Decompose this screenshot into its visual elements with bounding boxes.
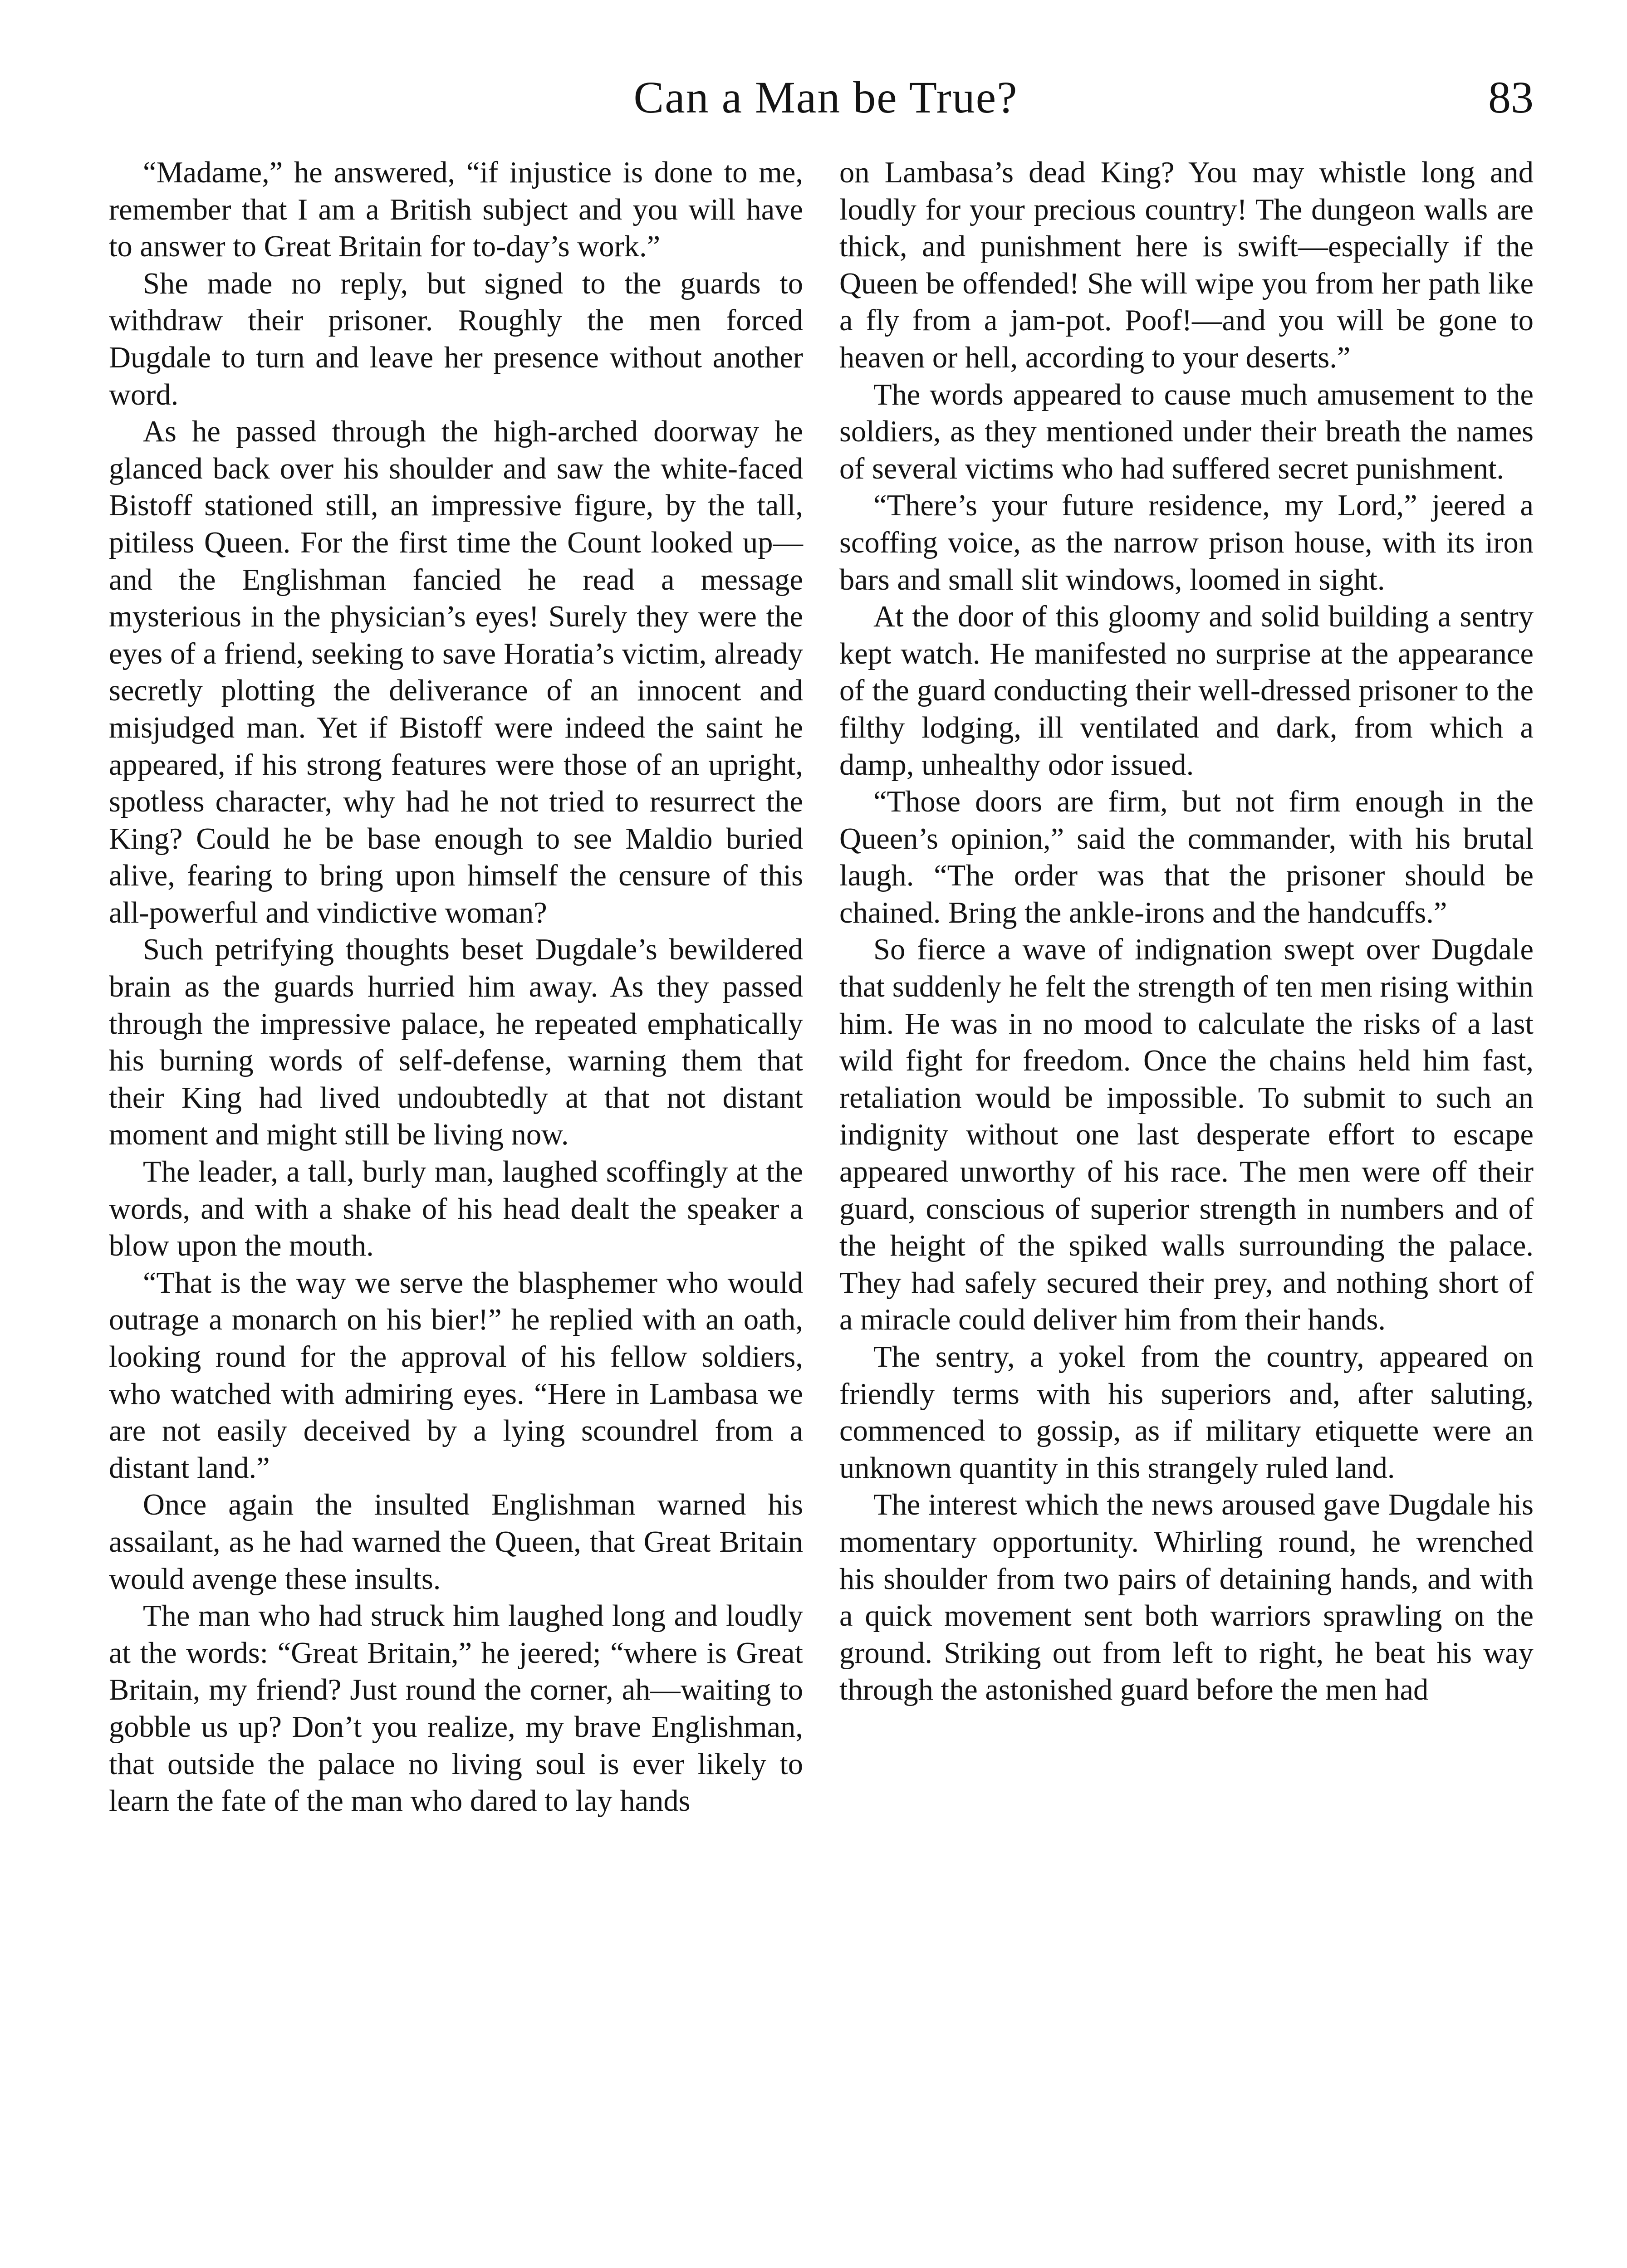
paragraph: The man who had struck him laughed long and loudly at the words: “Great Britain,” he jeered; “where is Great Britain, my friend? Just round the corner, ah—waiting to gobble us up? Don’t you realize, my brave Englishman, that outside the palace no living soul is ever likely to learn the fate of the man who dared to lay hands [109,1599,803,1818]
paragraph: The words appeared to cause much amusement to the soldiers, as they mentioned under their breath the names of several victims who had suffered secret punishment. [839,378,1534,485]
paragraph: “Those doors are firm, but not firm enough in the Queen’s opinion,” said the commander, with his brutal laugh. “The order was that the prisoner should be chained. Bring the ankle-irons and the handcuffs.” [839,785,1534,929]
paragraph: She made no reply, but signed to the guards to withdraw their prisoner. Roughly the men forced Dugdale to turn and leave her presence without another word. [109,267,803,411]
page-number: 83 [1488,72,1534,122]
paragraph: The sentry, a yokel from the country, appeared on friendly terms with his superiors and, after saluting, commenced to gossip, as if military etiquette were an unknown quantity in this strangely ruled land. [839,1340,1534,1485]
paragraph: As he passed through the high-arched doorway he glanced back over his shoulder and saw the white-faced Bistoff stationed still, an impressive figure, by the tall, pitiless Queen. For the first time the Count looked up—and the Englishman fancied he read a message mysterious in the physician’s eyes! Surely they were the eyes of a friend, seeking to save Horatia’s victim, already secretly plotting the deliverance of an innocent and misjudged man. Yet if Bistoff were indeed the saint he appeared, if his strong features were those of an upright, spotless character, why had he not tried to resurrect the King? Could he be base enough to see Maldio buried alive, fearing to bring upon himself the censure of this all-powerful and vindictive woman? [109,415,803,929]
paragraph: The leader, a tall, burly man, laughed scoffingly at the words, and with a shake of his head dealt the speaker a blow upon the mouth. [109,1155,803,1263]
paragraph: So fierce a wave of indignation swept over Dugdale that suddenly he felt the strength of ten men rising within him. He was in no mood to calculate the risks of a last wild fight for freedom. Once the chains held him fast, retaliation would be impossible. To submit to such an indignity without one last desperate effort to escape appeared unworthy of his race. The men were off their guard, conscious of superior strength in numbers and of the height of the spiked walls surrounding the palace. They had safely secured their prey, and nothing short of a miracle could deliver him from their hands. [839,933,1534,1337]
left-column [109,154,803,1820]
paragraph: At the door of this gloomy and solid building a sentry kept watch. He manifested no surprise at the appearance of the guard conducting their well-dressed prisoner to the filthy lodging, ill ventilated and dark, from which a damp, unhealthy odor issued. [839,600,1534,782]
paragraph: The interest which the news aroused gave Dugdale his momentary opportunity. Whirling round, he wrenched his shoulder from two pairs of detaining hands, and with a quick movement sent both warriors sprawling on the ground. Striking out from left to right, he beat his way through the astonished guard before the men had [839,1488,1534,1707]
paragraph-continuation: on Lambasa’s dead King? You may whistle long and loudly for your precious country! The dungeon walls are thick, and punishment here is swift—especially if the Queen be offended! She will wipe you from her path like a fly from a jam-pot. Poof!—and you will be gone to heaven or hell, according to your deserts.” [839,156,1534,374]
paragraph: Once again the insulted Englishman warned his assailant, as he had warned the Queen, that Great Britain would avenge these insults. [109,1488,803,1596]
running-title: Can a Man be True? [633,72,1018,122]
paragraph: “That is the way we serve the blasphemer who would outrage a monarch on his bier!” he replied with an oath, looking round for the approval of his fellow soldiers, who watched with admiring eyes. “Here in Lambasa we are not easily deceived by a lying scoundrel from a distant land.” [109,1266,803,1485]
paragraph: “Madame,” he answered, “if injustice is done to me, remember that I am a British subject and you will have to answer to Great Britain for to-day’s work.” [109,156,803,264]
paragraph: “There’s your future residence, my Lord,” jeered a scoffing voice, as the narrow prison house, with its iron bars and small slit windows, loomed in sight. [839,489,1534,596]
right-column [839,154,1534,1709]
paragraph: Such petrifying thoughts beset Dugdale’s bewildered brain as the guards hurried him away. As they passed through the impressive palace, he repeated emphatically his burning words of self-defense, warning them that their King had lived undoubtedly at that not distant moment and might still be living now. [109,933,803,1152]
